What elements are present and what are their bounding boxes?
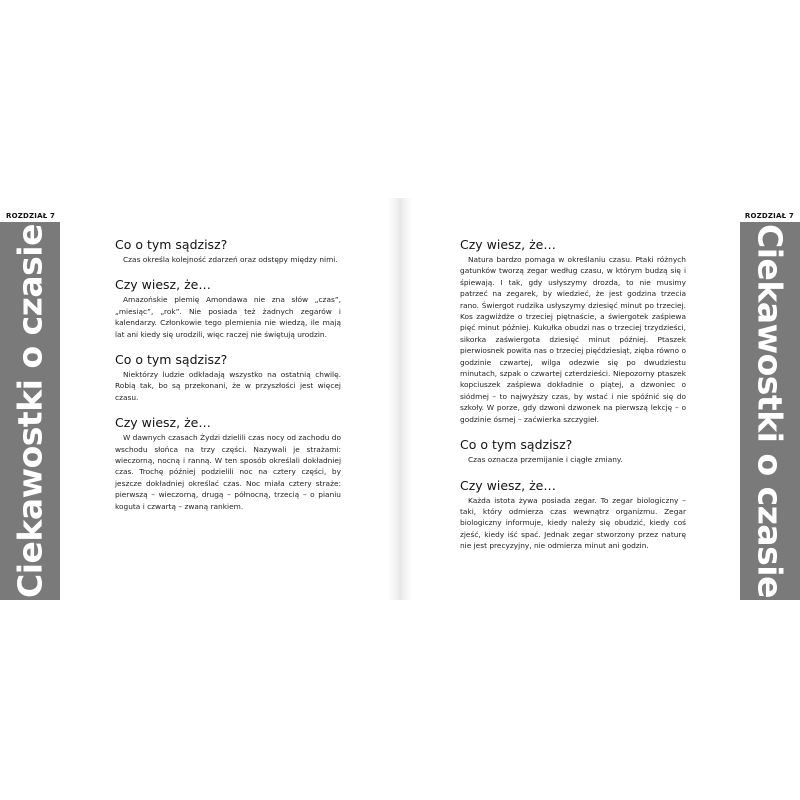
side-band-left — [0, 222, 60, 600]
right-page — [400, 198, 800, 600]
chapter-label: ROZDZIAŁ 7 — [744, 212, 794, 220]
section — [460, 438, 686, 465]
section — [460, 479, 686, 552]
section-heading: Co o tym sądzisz? — [460, 437, 573, 453]
section-text: Niektórzy ludzie odkładają wszystko na ostatnią chwilę. Robią tak, bo są przekonani, że w przyszłości jest więcej czasu. — [115, 370, 341, 402]
section — [115, 416, 341, 512]
side-band-right — [740, 222, 800, 600]
section-text: Amazońskie plemię Amondawa nie zna słów „czas”, „miesiąc”, „rok”. Nie posiada też żadnych zegarów i kalendarzy. Członkowie tego plemienia nie wiedzą, ile mają lat ani kiedy się urodzili, więc raczej nie świętują urodzin. — [115, 295, 341, 339]
text-column-right — [460, 238, 686, 565]
text-column-left — [115, 238, 341, 525]
section-text: Każda istota żywa posiada zegar. To zegar biologiczny – taki, który odmierza czas wewnątrz organizmu. Zegar biologiczny informuje, kiedy należy się obudzić, kiedy coś zjeść, kiedy iść spać. Jednak zegar stworzony przez naturę nie jest precyzyjny, nie odmierza minut ani godzin. — [460, 495, 686, 551]
left-page — [0, 198, 400, 600]
section-text: Natura bardzo pomaga w określaniu czasu. Ptaki różnych gatunków tworzą zegar według czasu, w którym budzą się i śpiewają. I tak, gdy usłyszymy drozda, to nie musimy patrzeć na zegarek, by wiedzieć, że jest godzina trzecia rano. Świergot rudzika usłyszymy dziesięć minut po trzeciej. Kos zagwiżdże o trzeciej piętnaście, a świergotek zaśpiewa pięć minut później. Kukułka obudzi nas o trzeciej trzydzieści, sikorka zaświergota dziesięć minut później. Ptaszek pierwiosnek powita nas o trzeciej pięćdziesiąt, zięba równo o godzinie czwartej, wilga odezwie się po dwudziestu minutach, szpak o czwartej czterdzieści. Niepozorny ptaszek kopciuszek zaśpiewa dokładnie o piątej, a dzwoniec o siódmej – to najwyższy czas, by wstać i nie spóźnić się do szkoły. W porze, gdy dzwoni dzwonek na pierwszą lekcję – o godzinie ósmej – zaćwierka szczygieł. — [460, 255, 686, 424]
section-heading: Czy wiesz, że… — [115, 415, 211, 431]
section-text: Czas określa kolejność zdarzeń oraz odstępy między nimi. — [123, 255, 338, 264]
section-text: W dawnych czasach Żydzi dzielili czas nocy od zachodu do wschodu słońca na trzy części. Nazywali je strażami: wieczorną, nocną i ranną. W ten sposób określali dokładniej czas. Trochę później podzielili noc na cztery części, by jeszcze dokładniej określać czas. Noc miała cztery straże: pierwszą – wieczorną, drugą – północną, trzecią – o pianiu koguta i czwartą – zwaną rankiem. — [115, 433, 342, 511]
section — [115, 238, 341, 265]
section — [115, 353, 341, 403]
section-heading: Czy wiesz, że… — [460, 477, 556, 493]
band-title: Ciekawostki o czasie — [10, 224, 50, 598]
section — [460, 238, 686, 425]
section-text: Czas oznacza przemijanie i ciągłe zmiany. — [468, 455, 623, 465]
section — [115, 278, 341, 340]
book-spread — [0, 198, 800, 600]
section-heading: Co o tym sądzisz? — [115, 237, 228, 252]
section-heading: Czy wiesz, że… — [115, 277, 211, 293]
band-title: Ciekawostki o czasie — [750, 224, 790, 598]
section-heading: Czy wiesz, że… — [460, 237, 556, 252]
chapter-label: ROZDZIAŁ 7 — [6, 212, 56, 220]
section-heading: Co o tym sądzisz? — [115, 352, 228, 368]
